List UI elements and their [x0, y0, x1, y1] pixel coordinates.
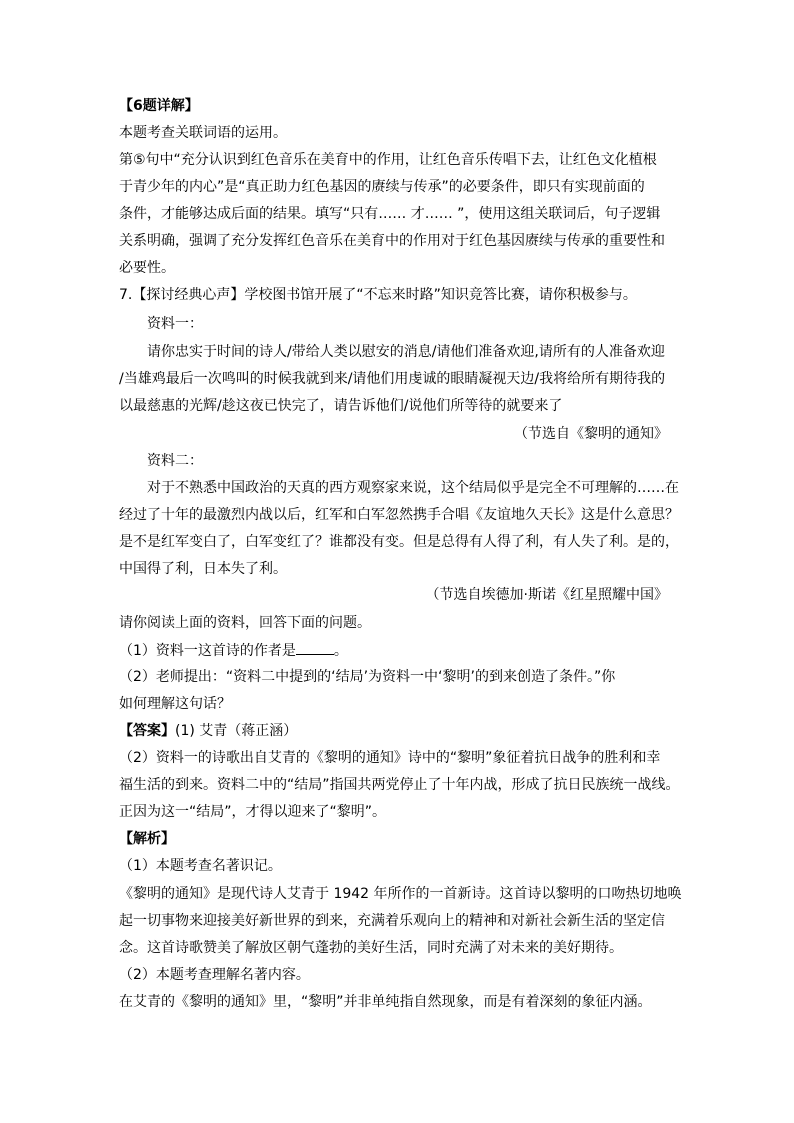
material1-line: 以最慈惠的光辉/趁这夜已快完了，请告诉他们/说他们所等待的就要来了 — [119, 398, 563, 414]
analysis-label: 【解析】 — [119, 831, 175, 847]
instruction: 请你阅读上面的资料，回答下面的问题。 — [119, 615, 371, 631]
material1-label: 资料一： — [147, 316, 203, 332]
analysis-1-head: （1）本题考查名著识记。 — [119, 858, 282, 874]
material2-line: 中国得了利，日本失了利。 — [119, 561, 287, 577]
answer-line — [119, 721, 297, 741]
answer-1: (1) 艾青（蒋正涵） — [175, 723, 298, 739]
analysis-1-line: 《黎明的通知》是现代诗人艾青于 1942 年所作的一首新诗。这首诗以黎明的口吻热切地唤 — [119, 886, 682, 902]
sub-question-2: （2）老师提出：“资料二中提到的‘结局’为资料一中‘黎明’的到来创造了条件。”你 — [119, 669, 616, 685]
material1-line: 请你忠实于时间的诗人/带给人类以慰安的消息/请他们准备欢迎,请所有的人准备欢迎 — [147, 344, 665, 360]
sub-question-1 — [119, 640, 348, 660]
q6-heading: 【6题详解】 — [119, 98, 199, 114]
answer-2-line: （2）资料一的诗歌出自艾青的《黎明的通知》诗中的“黎明”象征着抗日战争的胜利和幸 — [119, 750, 661, 766]
analysis-1-line: 起一切事物来迎接美好新世界的到来，充满着乐观向上的精神和对新社会新生活的坚定信 — [119, 913, 665, 929]
q6-line: 关系明确，强调了充分发挥红色音乐在美育中的作用对于红色基因赓续与传承的重要性和 — [119, 233, 665, 249]
material2-line: 对于不熟悉中国政治的天真的西方观察家来说，这个结局似乎是完全不可理解的……在 — [147, 480, 679, 496]
material2-source: （节选自埃德加·斯诺《红星照耀中国》 — [425, 587, 668, 603]
analysis-1-line: 念。这首诗歌赞美了解放区朝气蓬勃的美好生活，同时充满了对未来的美好期待。 — [119, 940, 623, 956]
material2-line: 经过了十年的最激烈内战以后，红军和白军忽然携手合唱《友谊地久天长》这是什么意思？ — [119, 507, 679, 523]
q6-line: 条件，才能够达成后面的结果。填写“只有…… 才…… ”，使用这组关联词后，句子逻辑 — [119, 206, 661, 222]
analysis-2-line: 在艾青的《黎明的通知》里，“黎明”并非单纯指自然现象，而是有着深刻的象征内涵。 — [119, 994, 652, 1010]
material2-line: 是不是红军变白了，白军变红了？谁都没有变。但是总得有人得了利，有人失了利。是的， — [119, 534, 679, 550]
material2-label: 资料二： — [147, 453, 203, 469]
q6-line: 于青少年的内心”是“真正助力红色基因的赓续与传承”的必要条件，即只有实现前面的 — [119, 179, 645, 195]
answer-blank — [296, 640, 334, 655]
answer-2-line: 福生活的到来。资料二中的“结局”指国共两党停止了十年内战，形成了抗日民族统一战线。 — [119, 777, 680, 793]
q7-title: 7.【探讨经典心声】学校图书馆开展了“不忘来时路”知识竞答比赛，请你积极参与。 — [119, 287, 637, 303]
q6-line: 第⑤句中“充分认识到红色音乐在美育中的作用，让红色音乐传唱下去，让红色文化植根 — [119, 152, 657, 168]
q6-line: 必要性。 — [119, 260, 175, 276]
sub-question-2: 如何理解这句话？ — [119, 696, 231, 712]
answer-label: 【答案】 — [119, 723, 175, 739]
sub-question-1-text: （1）资料一这首诗的作者是 — [119, 643, 296, 659]
material1-source: （节选自《黎明的通知》 — [514, 426, 668, 442]
analysis-2-head: （2）本题考查理解名著内容。 — [119, 967, 310, 983]
sub-question-1-end: 。 — [333, 643, 348, 659]
answer-2-line: 正因为这一“结局”，才得以迎来了“黎明”。 — [119, 804, 387, 820]
material1-line: /当雄鸡最后一次鸣叫的时候我就到来/请他们用虔诚的眼睛凝视天边/我将给所有期待我的 — [119, 371, 666, 387]
q6-line: 本题考查关联词语的运用。 — [119, 125, 287, 141]
